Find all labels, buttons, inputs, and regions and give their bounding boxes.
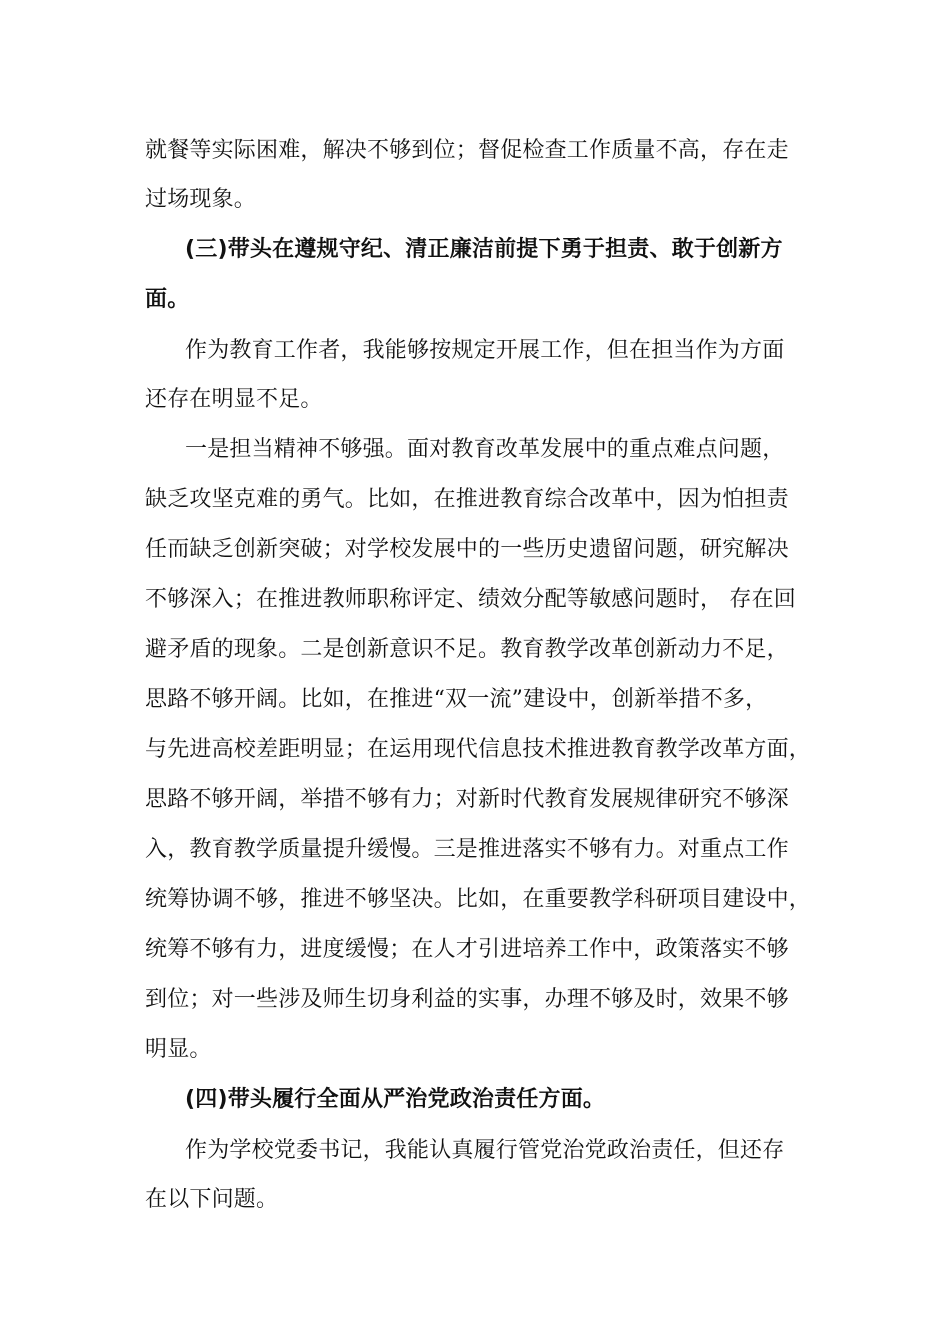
body-text-line: 统筹协调不够，推进不够坚决。比如，在重要教学科研项目建设中， bbox=[145, 887, 812, 912]
body-text-line: 作为教育工作者，我能够按规定开展工作，但在担当作为方面 bbox=[185, 338, 785, 363]
body-text-line: 一是担当精神不够强。面对教育改革发展中的重点难点问题， bbox=[185, 437, 785, 462]
body-text-line: 还存在明显不足。 bbox=[145, 387, 323, 412]
body-text-line: 思路不够开阔，举措不够有力；对新时代教育发展规律研究不够深 bbox=[145, 787, 789, 812]
body-text-line: 缺乏攻坚克难的勇气。比如，在推进教育综合改革中，因为怕担责 bbox=[145, 487, 789, 512]
body-text-line: 思路不够开阔。比如，在推进“双一流”建设中，创新举措不多， bbox=[145, 687, 768, 712]
body-text-line: 任而缺乏创新突破；对学校发展中的一些历史遗留问题，研究解决 bbox=[145, 537, 789, 562]
body-text-line: 作为学校党委书记，我能认真履行管党治党政治责任，但还存 bbox=[185, 1138, 785, 1163]
body-text-line: 明显。 bbox=[145, 1037, 212, 1062]
body-text-line: 避矛盾的现象。二是创新意识不足。教育教学改革创新动力不足， bbox=[145, 637, 789, 662]
body-text-line: 在以下问题。 bbox=[145, 1187, 279, 1212]
body-text-line: 入，教育教学质量提升缓慢。三是推进落实不够有力。对重点工作 bbox=[145, 837, 789, 862]
body-text-line: 不够深入；在推进教师职称评定、绩效分配等敏感问题时， 存在回 bbox=[145, 587, 796, 612]
body-text-line: 与先进高校差距明显；在运用现代信息技术推进教育教学改革方面， bbox=[145, 737, 812, 762]
body-text-line: 统筹不够有力，进度缓慢；在人才引进培养工作中，政策落实不够 bbox=[145, 937, 789, 962]
section-heading-4: (四)带头履行全面从严治党政治责任方面。 bbox=[185, 1087, 606, 1112]
section-heading-3: (三)带头在遵规守纪、清正廉洁前提下勇于担责、敢于创新方 bbox=[185, 237, 783, 262]
section-heading-3-cont: 面。 bbox=[145, 287, 190, 312]
body-text-line: 到位；对一些涉及师生切身利益的实事，办理不够及时，效果不够 bbox=[145, 987, 789, 1012]
body-text-line: 就餐等实际困难，解决不够到位；督促检查工作质量不高，存在走 bbox=[145, 138, 789, 163]
body-text-line: 过场现象。 bbox=[145, 187, 257, 212]
